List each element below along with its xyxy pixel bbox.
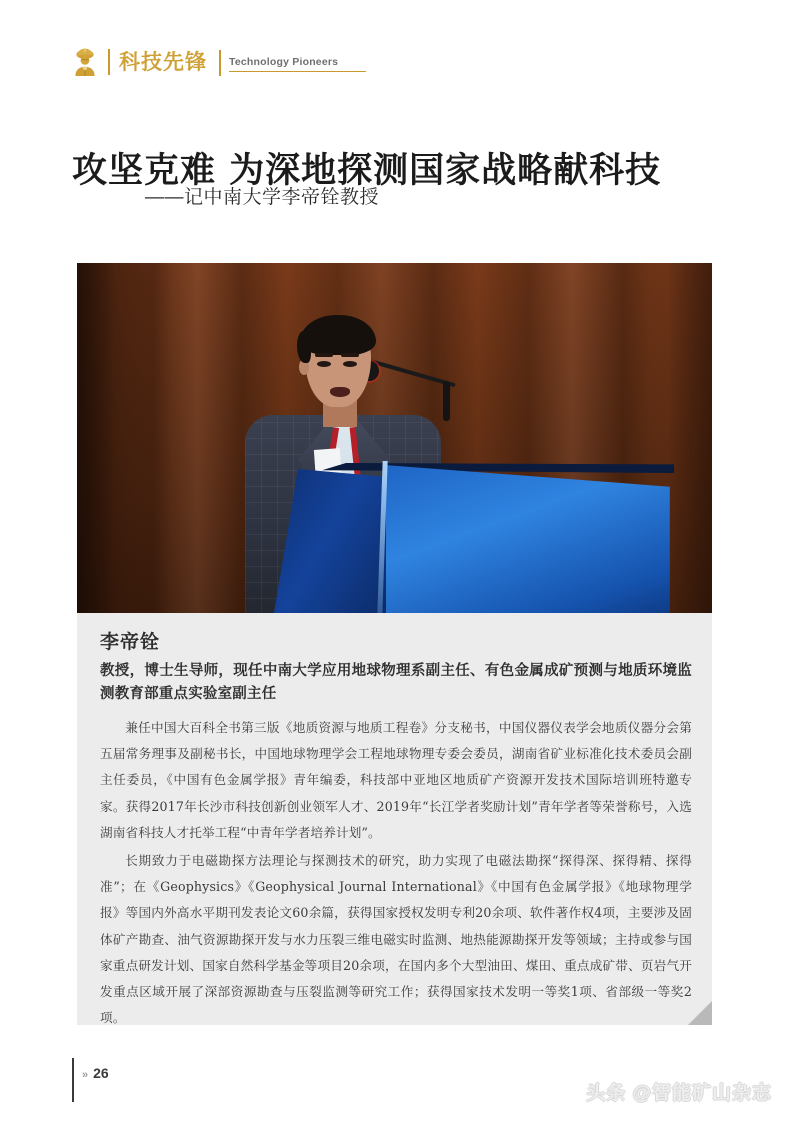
speaker-eye-left xyxy=(317,361,331,367)
speaker-mouth xyxy=(330,387,350,397)
bio-name: 李帝铨 xyxy=(100,632,161,653)
footer-rule xyxy=(72,1058,74,1102)
page-number: 26 xyxy=(93,1065,109,1081)
watermark: 头条 @智能矿山杂志 xyxy=(586,1083,772,1104)
speaker-brow-right xyxy=(341,353,359,357)
page-subtitle: ——记中南大学李帝铨教授 xyxy=(145,187,380,208)
photo-vignette-left xyxy=(77,263,172,613)
speaker-hair xyxy=(300,315,376,355)
article-photo xyxy=(77,263,712,613)
folded-corner-mark xyxy=(688,1001,712,1025)
podium-face-right xyxy=(386,459,712,613)
bio-panel xyxy=(77,613,712,1025)
rubric-header xyxy=(72,40,712,84)
chevron-double-right-icon: » xyxy=(82,1069,89,1081)
rubric-title-en: Technology Pioneers xyxy=(229,56,366,72)
bio-body xyxy=(100,715,692,1031)
bio-paragraph: 长期致力于电磁勘探方法理论与探测技术的研究，助力实现了电磁法勘探“探得深、探得精、探得准”；在《Geophysics》《Geophysical Journal International》《中国有色金属学报》《地球物理学报》等国内外高水平期刊发表论文60余篇，获得国家授权发明专利20余项、软件著作权4项，主要涉及固体矿产勘查、油气资源勘探开发与水力压裂三维电磁实时监测、地热能源勘探开发等领域；主持或参与国家重点研发计划、国家自然科学基金等项目20余项，在国内多个大型油田、煤田、重点成矿带、页岩气开发重点区域开展了深部资源勘查与压裂监测等研究工作；获得国家技术发明一等奖1项、省部级一等奖2项。 xyxy=(100,852,692,1026)
podium xyxy=(274,459,712,613)
speaker-brow-left xyxy=(315,353,333,357)
rubric-divider xyxy=(108,49,110,75)
page-title: 攻坚克难 为深地探测国家战略献科技 xyxy=(72,150,662,192)
bio-lead: 教授，博士生导师，现任中南大学应用地球物理系副主任、有色金属成矿预测与地质环境监测教育部重点实验室副主任 xyxy=(100,663,692,703)
bio-paragraph: 兼任中国大百科全书第三版《地质资源与地质工程卷》分支秘书，中国仪器仪表学会地质仪器分会第五届常务理事及副秘书长，中国地球物理学会工程地球物理专委会委员，湖南省矿业标准化技术委员会副主任委员，《中国有色金属学报》青年编委，科技部中亚地区地质矿产资源开发技术国际培训班特邀专家。获得2017年长沙市科技创新创业领军人才、2019年“长江学者奖励计划”青年学者等荣誉称号，入选湖南省科技人才托举工程“中青年学者培养计划”。 xyxy=(100,720,692,840)
miner-worker-icon xyxy=(72,47,98,77)
page-folio xyxy=(82,1065,109,1081)
rubric-en-wrap xyxy=(219,52,366,72)
rubric-en-bar xyxy=(219,50,221,76)
podium-face-left xyxy=(274,469,394,613)
podium-top xyxy=(274,463,674,473)
speaker-eye-right xyxy=(343,361,357,367)
rubric-title-cn: 科技先锋 xyxy=(119,50,207,74)
